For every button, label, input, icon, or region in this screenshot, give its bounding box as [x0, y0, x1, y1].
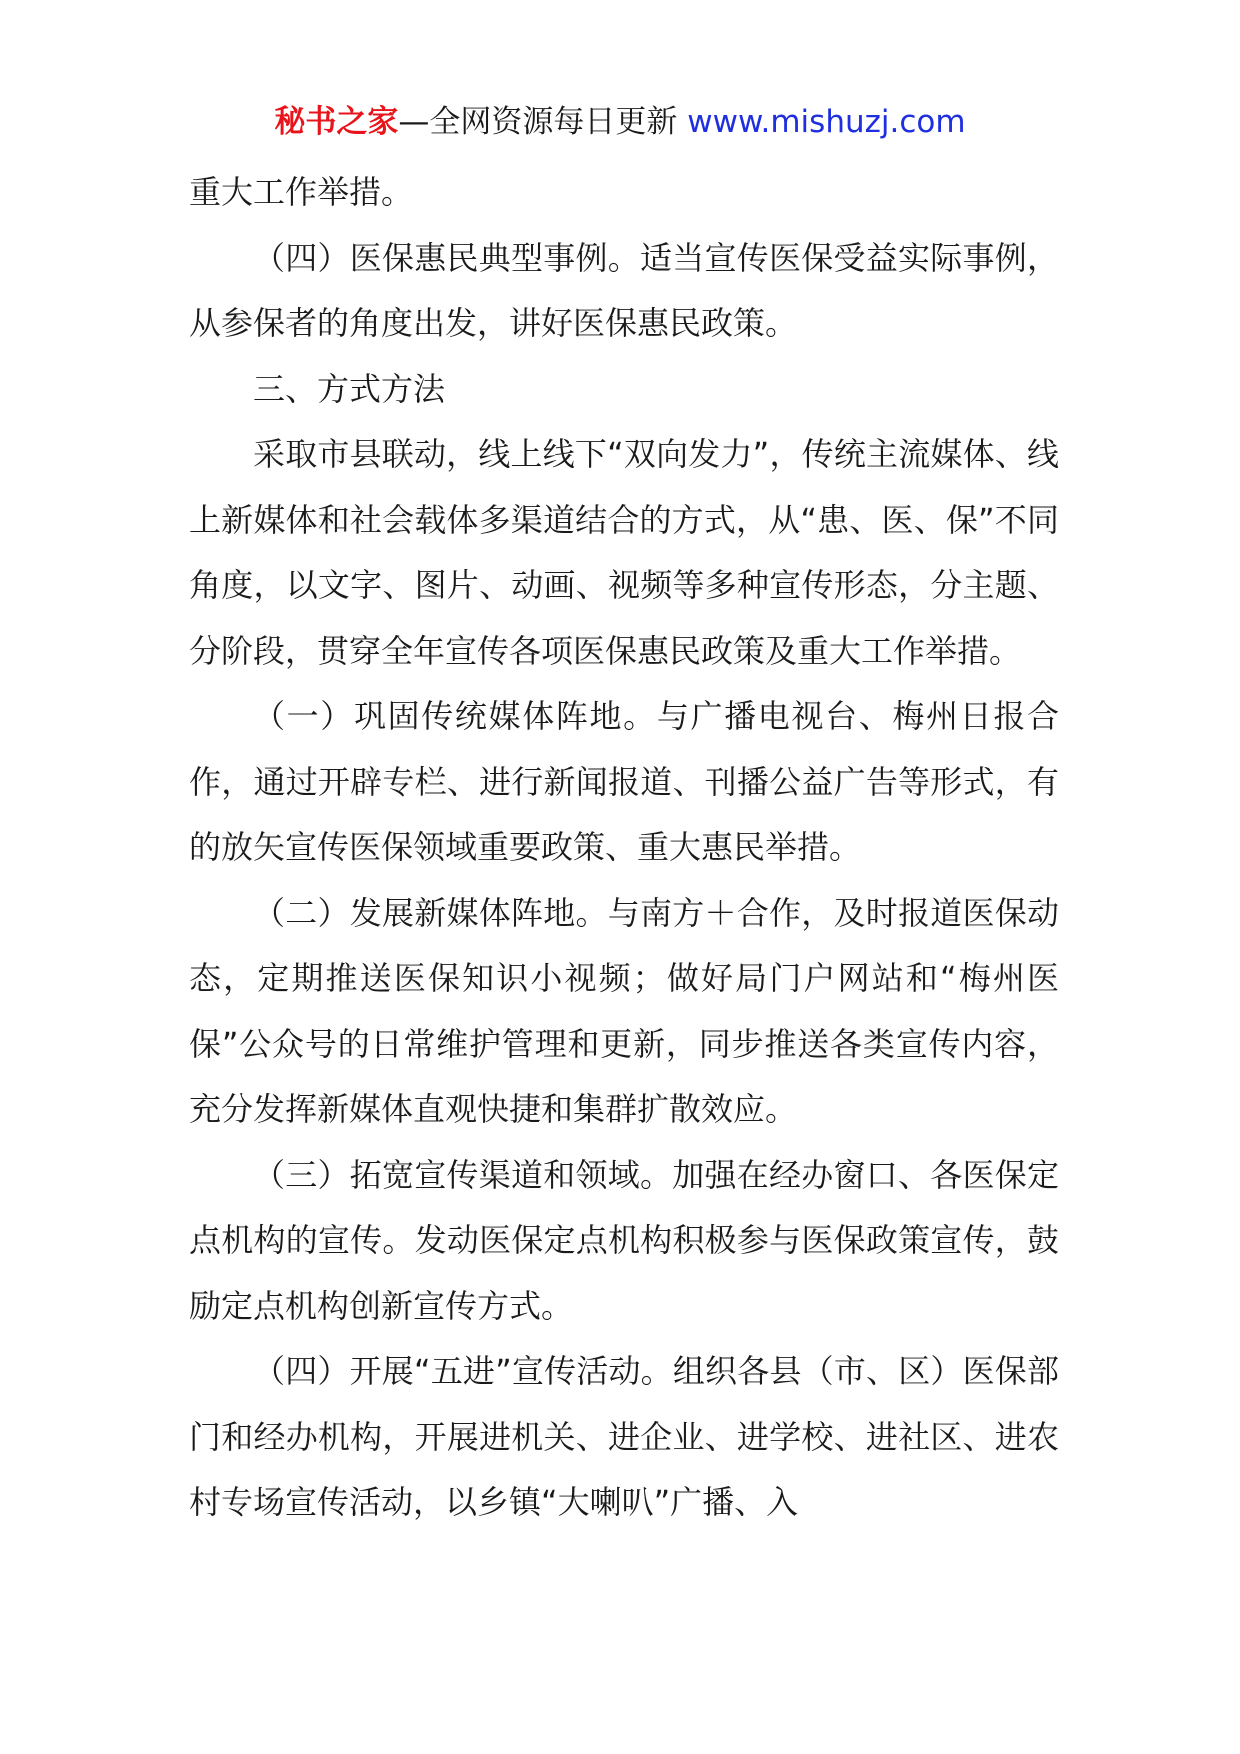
paragraph-expand-channels: （三）拓宽宣传渠道和领域。加强在经办窗口、各医保定点机构的宣传。发动医保定点机构积极参与医保政策宣传，鼓励定点机构创新宣传方式。	[189, 1155, 1059, 1325]
paragraph-five-into-campaign: （四）开展“五进”宣传活动。组织各县（市、区）医保部门和经办机构，开展进机关、进企业、进学校、进社区、进农村专场宣传活动，以乡镇“大喇叭”广播、入	[189, 1352, 1059, 1521]
paragraph-new-media: （二）发展新媒体阵地。与南方＋合作，及时报道医保动态，定期推送医保知识小视频；做好局门户网站和“梅州医保”公众号的日常维护管理和更新，同步推送各类宣传内容，充分发挥新媒体直观快捷和集群扩散效应。	[189, 893, 1059, 1128]
paragraph-continuation: 重大工作举措。	[189, 173, 414, 211]
site-url-link[interactable]: www.mishuzj.com	[687, 104, 966, 140]
header-tagline: —全网资源每日更新	[398, 104, 678, 140]
section-heading-methods: 三、方式方法	[253, 369, 446, 408]
paragraph-typical-cases: （四）医保惠民典型事例。适当宣传医保受益实际事例，从参保者的角度出发，讲好医保惠民政策。	[189, 238, 1059, 342]
paragraph-methods-overview: 采取市县联动，线上线下“双向发力”，传统主流媒体、线上新媒体和社会载体多渠道结合的方式，从“患、医、保”不同角度，以文字、图片、动画、视频等多种宣传形态，分主题、分阶段，贯穿全年宣传各项医保惠民政策及重大工作举措。	[189, 435, 1059, 670]
brand-name: 秘书之家	[274, 104, 399, 140]
paragraph-traditional-media: （一）巩固传统媒体阵地。与广播电视台、梅州日报合作，通过开辟专栏、进行新闻报道、刊播公益广告等形式，有的放矢宣传医保领域重要政策、重大惠民举措。	[189, 697, 1059, 866]
watermark-header	[0, 100, 1240, 144]
document-body	[189, 160, 1059, 1536]
